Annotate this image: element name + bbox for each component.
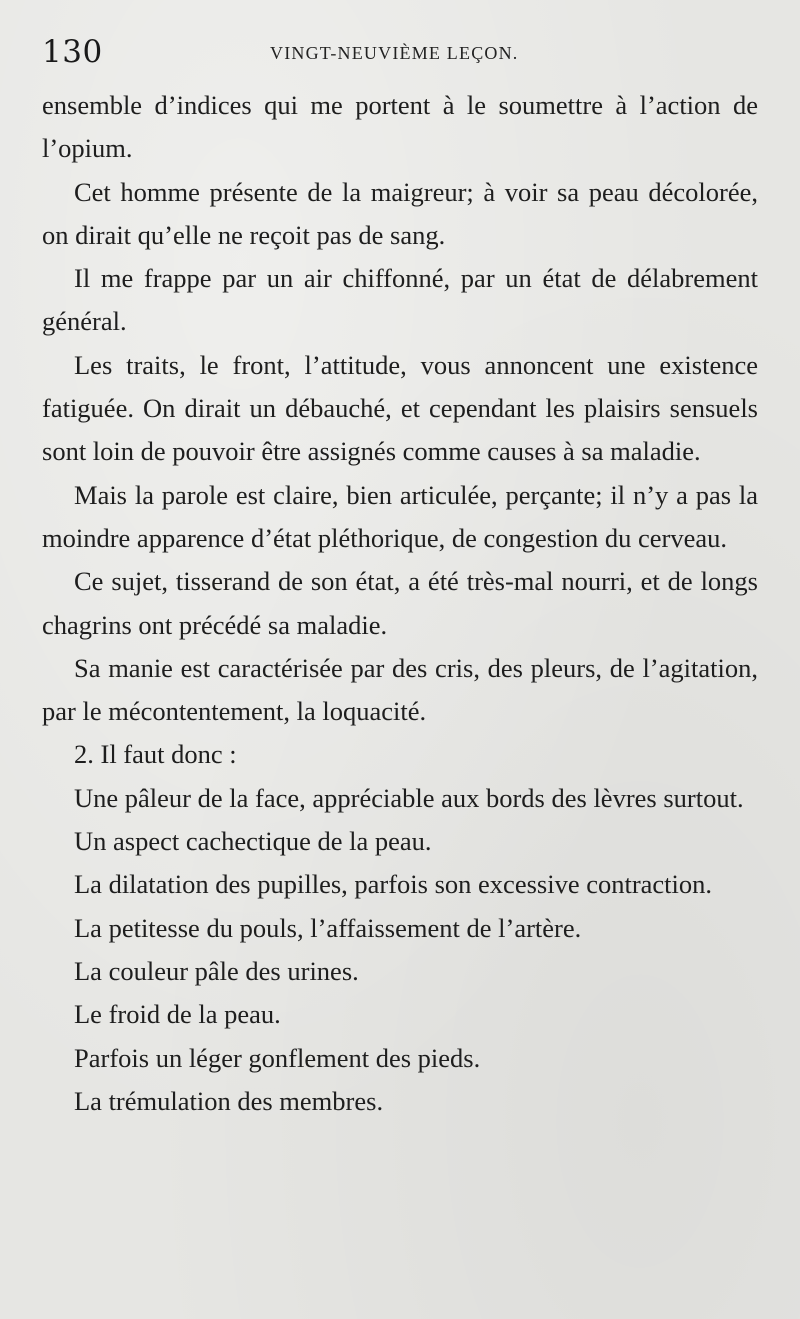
paragraph: Les traits, le front, l’attitude, vous annoncent une existence fatiguée. On dirait un débauché, et cependant les plaisirs sensuels sont loin de pouvoir être assignés comme causes à sa maladie. <box>42 349 758 467</box>
page-header <box>42 30 758 80</box>
symptom-item: Le froid de la peau. <box>74 999 281 1030</box>
page-number: 130 <box>42 34 103 70</box>
body-text <box>42 84 758 1123</box>
paragraph: Mais la parole est claire, bien articulée, perçante; il n’y a pas la moindre apparence d’état pléthorique, de congestion du cerveau. <box>42 479 758 553</box>
running-title: VINGT-NEUVIÈME LEÇON. <box>270 43 519 63</box>
paragraph: Ce sujet, tisserand de son état, a été très-mal nourri, et de longs chagrins ont précédé sa maladie. <box>42 566 758 640</box>
symptom-item: La couleur pâle des urines. <box>74 955 359 986</box>
paragraph: Sa manie est caractérisée par des cris, des pleurs, de l’agitation, par le mécontentement, la loquacité. <box>42 652 758 727</box>
symptom-item: Parfois un léger gonflement des pieds. <box>74 1042 481 1073</box>
section-heading: 2. Il faut donc : <box>74 739 237 770</box>
symptom-item: La dilatation des pupilles, parfois son excessive contraction. <box>74 869 713 900</box>
paragraph: Cet homme présente de la maigreur; à voir sa peau décolorée, on dirait qu’elle ne reçoit pas de sang. <box>42 176 758 250</box>
symptom-item: Un aspect cachectique de la peau. <box>74 826 432 857</box>
symptom-item: La petitesse du pouls, l’affaissement de l’artère. <box>74 912 582 943</box>
paragraph-continuation: ensemble d’indices qui me portent à le soumettre à l’action de l’opium. <box>42 90 758 164</box>
symptom-item: La trémulation des membres. <box>74 1085 384 1116</box>
paragraph: Il me frappe par un air chiffonné, par un état de délabrement général. <box>42 263 758 337</box>
symptom-item: Une pâleur de la face, appréciable aux bords des lèvres surtout. <box>74 782 744 813</box>
